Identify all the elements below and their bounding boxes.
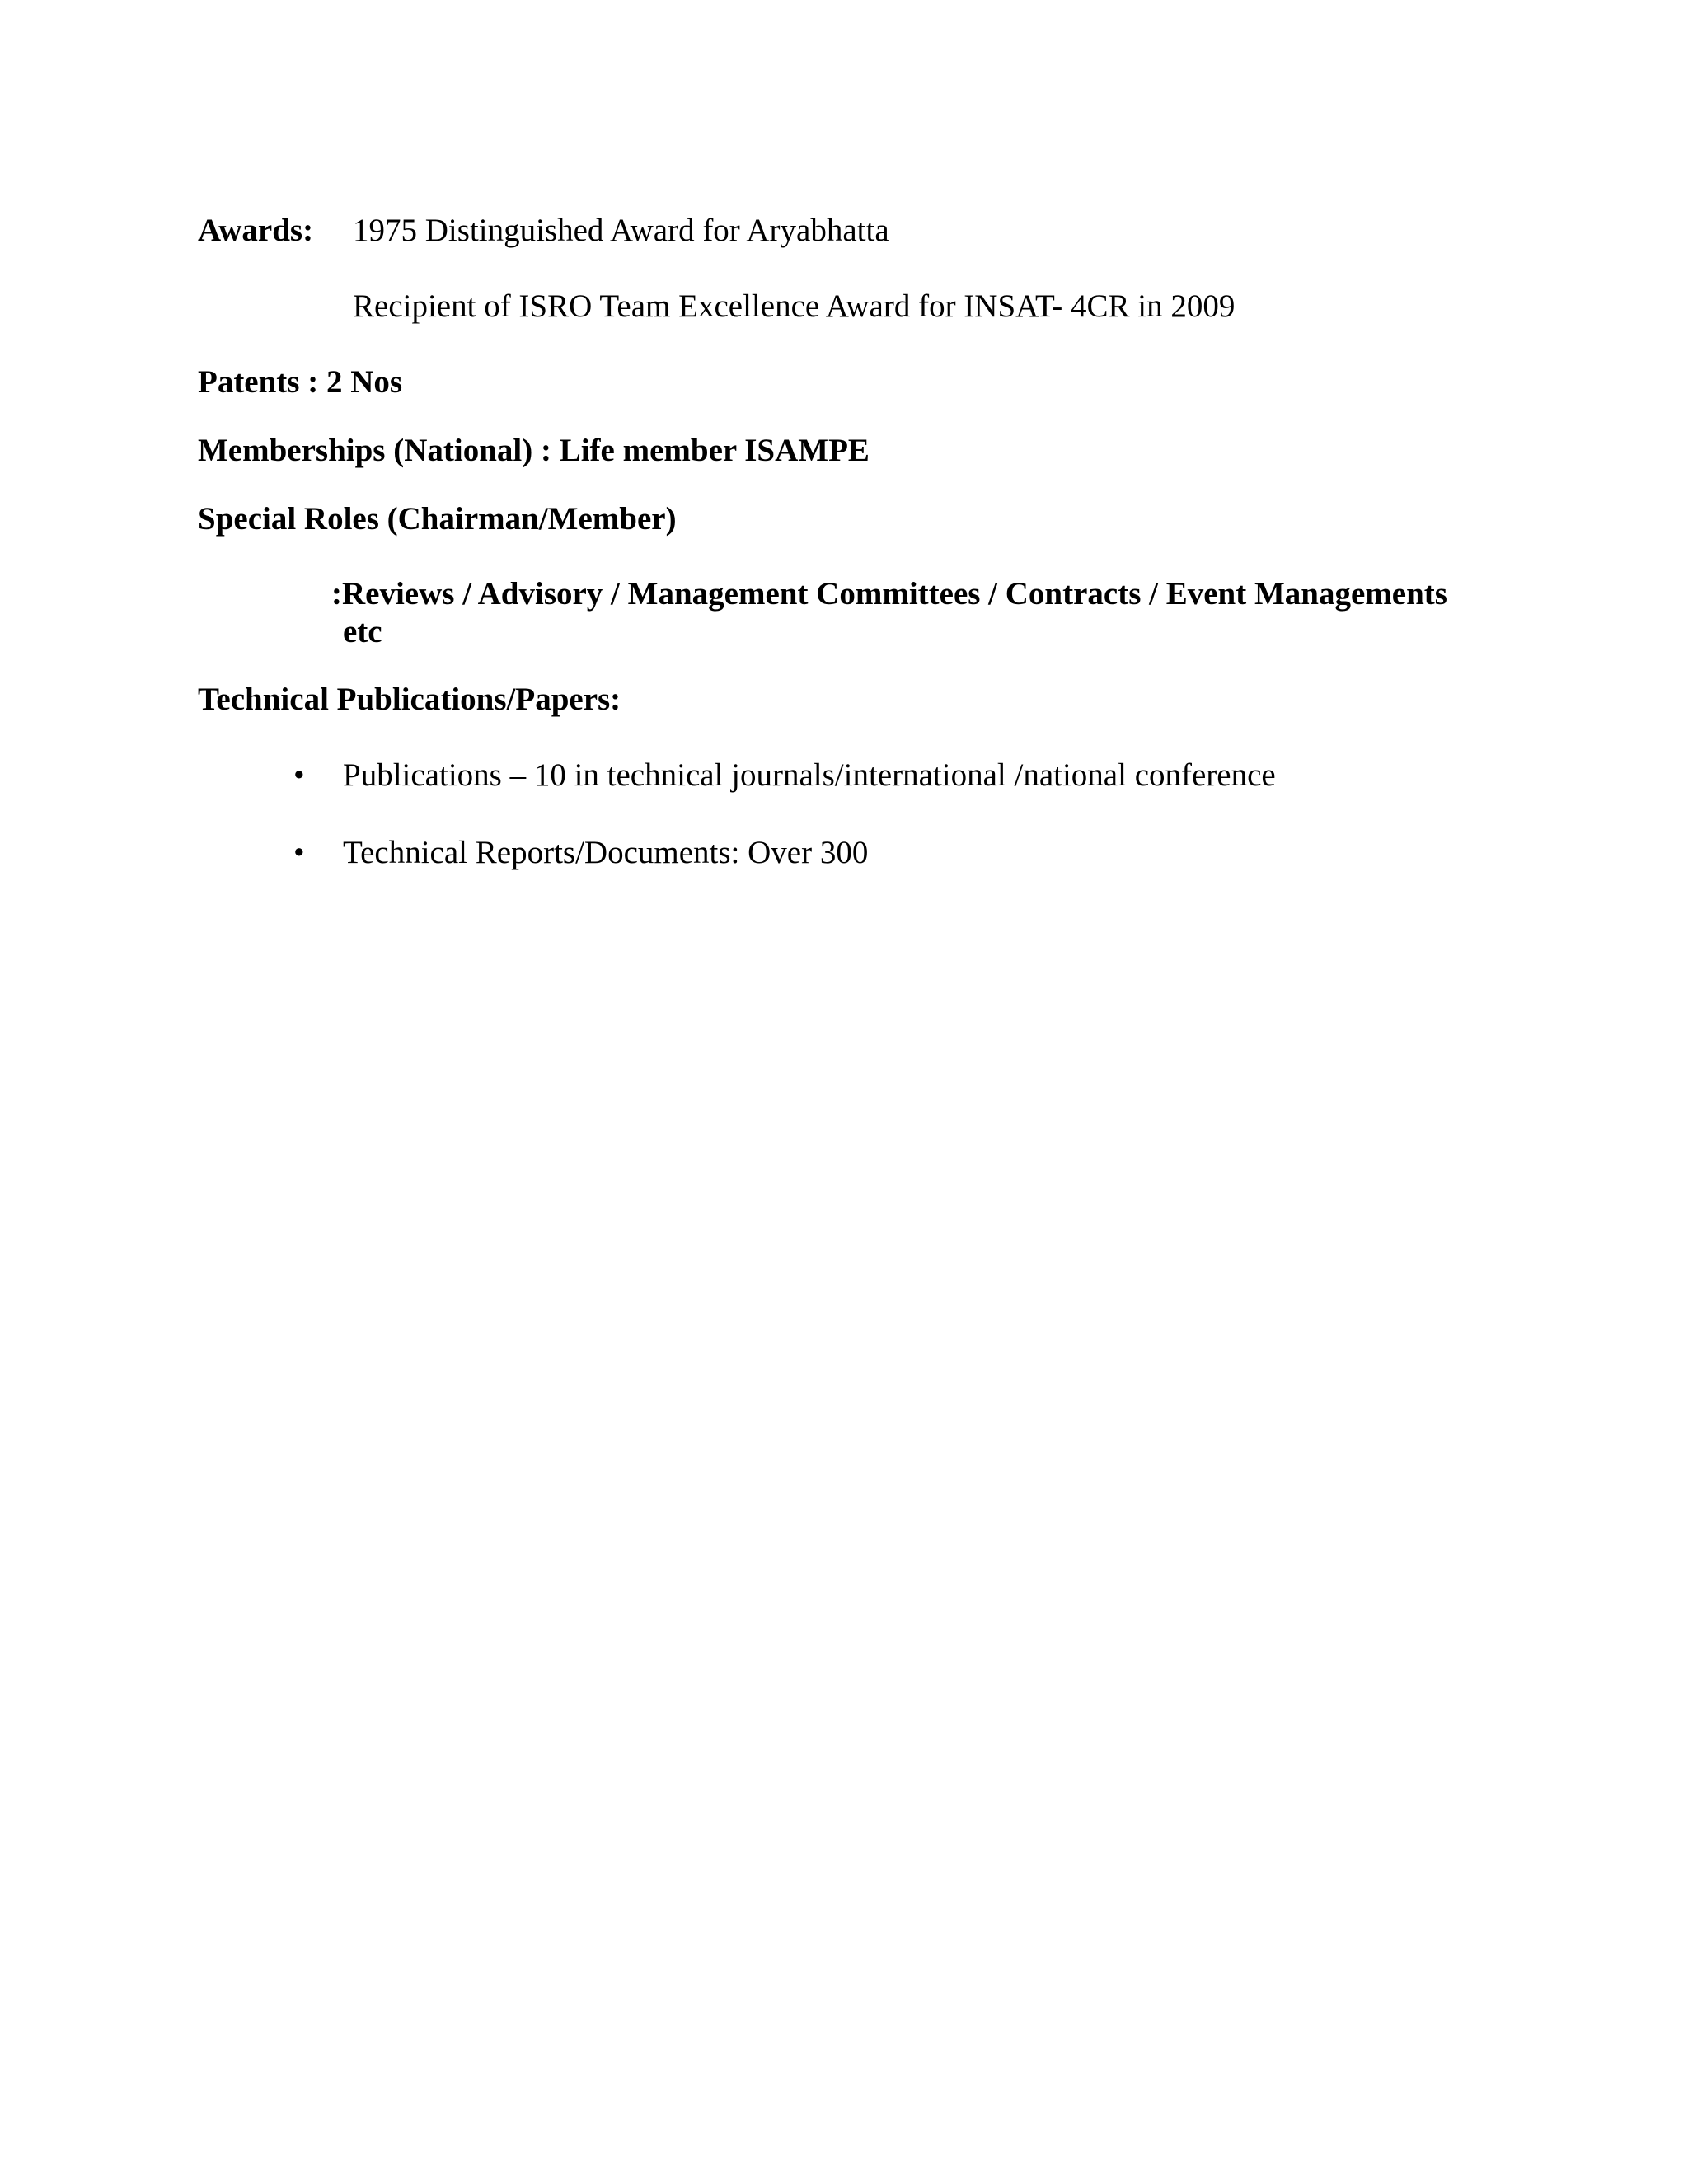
memberships-line: Memberships (National) : Life member ISAMPE [198,433,870,468]
patents-line: Patents : 2 Nos [198,364,403,400]
award-item: 1975 Distinguished Award for Aryabhatta [353,213,889,248]
special-roles-heading: Special Roles (Chairman/Member) [198,501,677,537]
special-roles-detail-continued: etc [343,614,382,649]
bullet-icon: • [293,835,305,870]
special-roles-detail: :Reviews / Advisory / Management Committees / Contracts / Event Managements [331,576,1447,612]
awards-label: Awards: [198,213,314,248]
awards-row [198,212,889,250]
publications-heading: Technical Publications/Papers: [198,682,621,717]
list-item: Technical Reports/Documents: Over 300 [343,835,869,870]
list-item: Publications – 10 in technical journals/international /national conference [343,757,1276,793]
award-item-row [353,288,1235,326]
award-item: Recipient of ISRO Team Excellence Award for INSAT- 4CR in 2009 [353,288,1236,324]
bullet-icon: • [293,757,305,793]
